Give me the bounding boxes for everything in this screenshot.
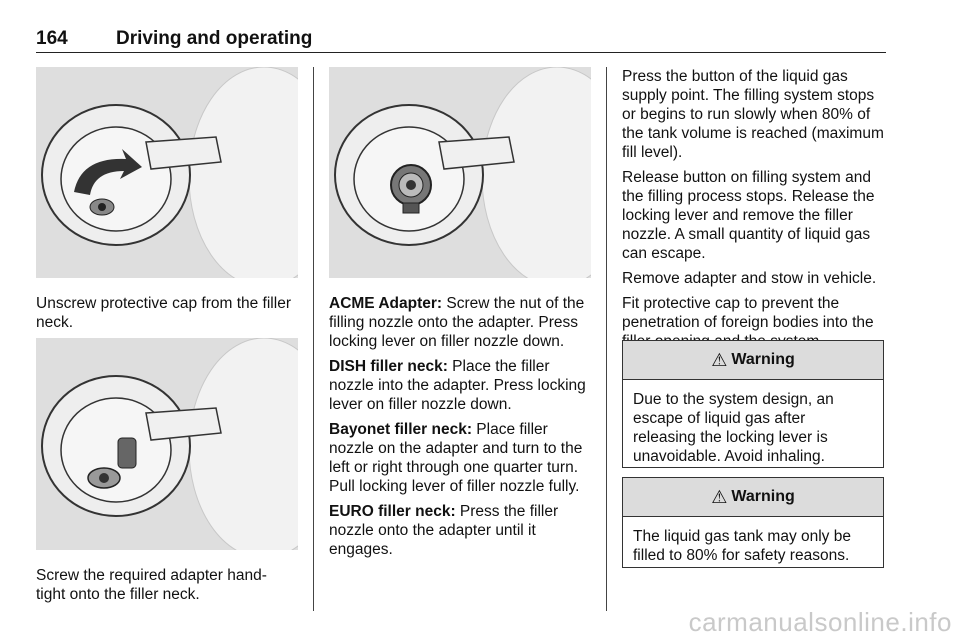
warning-icon: ⚠ (711, 349, 728, 370)
caption-screw-adapter: Screw the required adapter hand-tight onto the filler neck. (36, 567, 267, 603)
dish-filler-neck-paragraph: DISH filler neck: Place the filler nozzle into the adapter. Press locking lever on filler nozzle down. (329, 358, 586, 413)
column-divider-1 (313, 67, 314, 611)
acme-adapter-paragraph: ACME Adapter: Screw the nut of the filling nozzle onto the adapter. Press locking lever on filler nozzle down. (329, 295, 585, 350)
bayonet-filler-neck-paragraph: Bayonet filler neck: Place filler nozzle on the adapter and turn to the left or right through one quarter turn. Pull locking lever of filler nozzle fully. (329, 421, 583, 495)
press-button-paragraph: Press the button of the liquid gas supply point. The filling system stops or begins to run slowly when 80% of the tank volume is reached (maximum fill level). (622, 68, 884, 161)
warning-box-1 (622, 340, 884, 468)
page-header (36, 28, 886, 53)
illustration-adapter (329, 67, 591, 278)
remove-adapter-paragraph: Remove adapter and stow in vehicle. (622, 270, 877, 287)
warning-title: Warning (731, 351, 795, 368)
filling-instructions (622, 67, 888, 357)
warning-text: The liquid gas tank may only be filled to 80% for safety reasons. (633, 528, 851, 564)
adapter-instructions (329, 294, 593, 565)
release-button-paragraph: Release button on filling system and the filling process stops. Release the locking lever and remove the filler nozzle. A small quantity of liquid gas can escape. (622, 169, 875, 262)
illustration-screw-adapter (36, 338, 298, 550)
page-title: Driving and operating (116, 28, 313, 49)
page-number: 164 (36, 28, 68, 49)
warning-icon: ⚠ (711, 486, 728, 507)
watermark: carmanualsonline.info (688, 607, 952, 637)
illustration-unscrew-cap (36, 67, 298, 278)
warning-header (623, 478, 883, 517)
warning-box-2 (622, 477, 884, 568)
warning-text: Due to the system design, an escape of liquid gas after releasing the locking lever is unavoidable. Avoid inhaling. (633, 391, 834, 465)
fit-cap-paragraph: Fit protective cap to prevent the penetration of foreign bodies into the (622, 295, 874, 331)
warning-title: Warning (731, 488, 795, 505)
warning-header (623, 341, 883, 380)
column-divider-2 (606, 67, 607, 611)
euro-filler-neck-paragraph: EURO filler neck: Press the filler nozzle onto the adapter until it engages. (329, 503, 559, 558)
caption-unscrew-cap: Unscrew protective cap from the filler neck. (36, 295, 291, 331)
